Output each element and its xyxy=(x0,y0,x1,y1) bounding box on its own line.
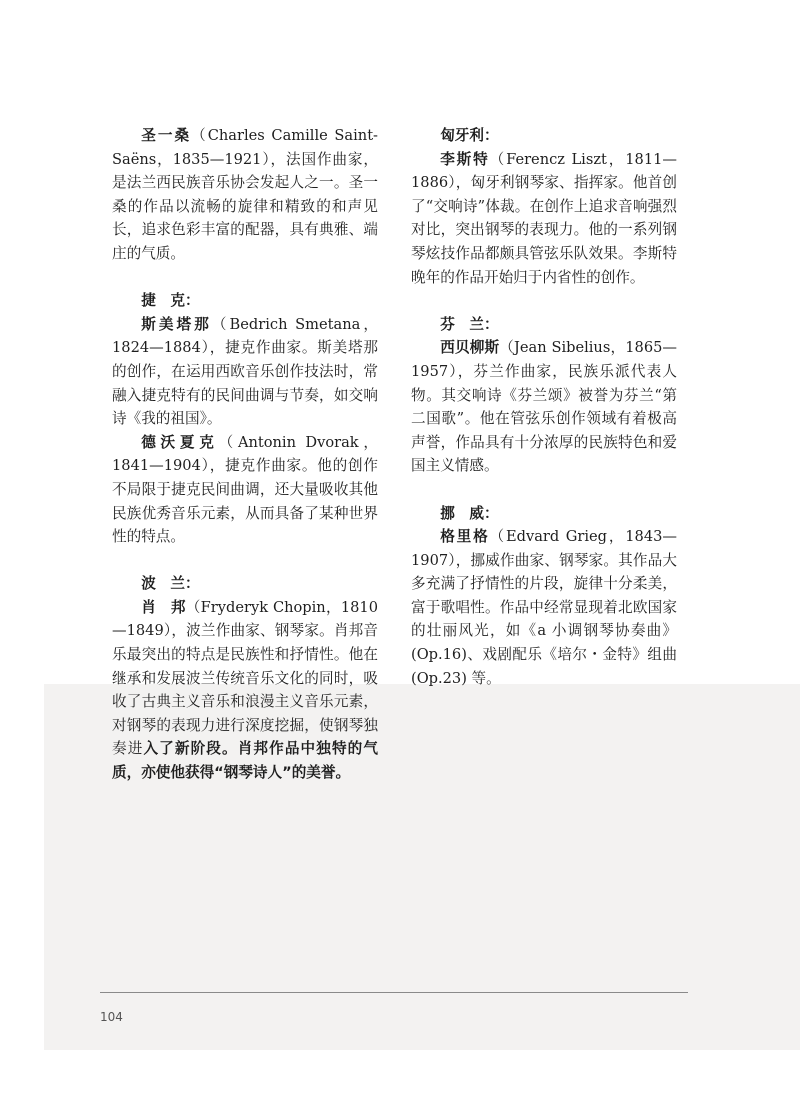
country-heading-norway: 挪 威： xyxy=(440,504,499,522)
composer-description: （Fryderyk Chopin，1810—1849），波兰作曲家、钢琴家。肖邦音乐最突出的特点是民族性和抒情性。他在继承和发展波兰传统音乐文化的同时，吸收了古典主义音乐和浪漫主义音乐元素，对钢琴的表现力进行深度挖掘，使钢琴独奏进 xyxy=(112,598,378,758)
composer-description: （Ferencz Liszt，1811—1886），匈牙利钢琴家、指挥家。他首创了“交响诗”体裁。在创作上追求音响强烈对比，突出钢琴的表现力。他的一系列钢琴炫技作品都颇具管弦乐队效果。李斯特晚年的作品开始归于内省性的创作。 xyxy=(411,150,677,286)
section-gap xyxy=(411,289,677,313)
country-heading-hungary: 匈牙利： xyxy=(440,127,499,144)
footer-divider xyxy=(100,992,688,993)
composer-name: 圣一桑 xyxy=(141,127,192,144)
section-gap xyxy=(112,549,378,573)
composer-description: （Edvard Grieg，1843—1907），挪威作曲家、钢琴家。其作品大多充满了抒情性的片段，旋律十分柔美，富于歌唱性。作品中经常显现着北欧国家的壮丽风光，如《a 小调钢琴协奏曲》(Op.16)、戏剧配乐《培尔・金特》组曲 (Op.23) 等。 xyxy=(411,528,677,687)
composer-description-bold: 入了新阶段。肖邦作品中独特的气质，亦使他获得“钢琴诗人”的美誉。 xyxy=(112,740,378,782)
entry-sibelius xyxy=(411,336,677,478)
composer-description: （Charles Camille Saint-Saëns，1835—1921），法国作曲家，是法兰西民族音乐协会发起人之一。圣一桑的作品以流畅的旋律和精致的和声见长，追求色彩丰富的配器，具有典雅、端庄的气质。 xyxy=(112,127,378,262)
entry-dvorak xyxy=(112,431,378,549)
country-heading-finland: 芬 兰： xyxy=(440,315,499,333)
section-gap xyxy=(112,266,378,290)
entry-grieg xyxy=(411,525,677,690)
country-heading-poland: 波 兰： xyxy=(141,575,200,593)
composer-name: 李斯特 xyxy=(440,150,490,168)
page-number: 104 xyxy=(100,1010,123,1024)
country-heading-czech: 捷 克： xyxy=(141,292,200,310)
composer-name: 格里格 xyxy=(440,528,490,546)
entry-liszt xyxy=(411,148,677,290)
composer-name: 斯美塔那 xyxy=(141,315,212,333)
section-gap xyxy=(411,478,677,502)
entry-smetana xyxy=(112,313,378,431)
composer-name: 肖 邦 xyxy=(141,598,186,616)
entry-chopin xyxy=(112,596,378,785)
composer-description: （Antonin Dvorak，1841—1904），捷克作曲家。他的创作不局限于捷克民间曲调，还大量吸收其他民族优秀音乐元素，从而具备了某种世界性的特点。 xyxy=(112,433,378,546)
entry-saint-saens xyxy=(112,124,378,266)
composer-name: 德沃夏克 xyxy=(141,433,219,451)
left-column xyxy=(112,124,378,785)
right-column xyxy=(411,124,677,690)
composer-description: （Jean Sibelius，1865—1957），芬兰作曲家，民族乐派代表人物。其交响诗《芬兰颂》被誉为芬兰“第二国歌”。他在管弦乐创作领域有着极高声誉，作品具有十分浓厚的民族特色和爱国主义情感。 xyxy=(411,339,677,475)
composer-name: 西贝柳斯 xyxy=(440,339,500,357)
composer-description: （Bedrich Smetana，1824—1884），捷克作曲家。斯美塔那的创作，在运用西欧音乐创作技法时，常融入捷克特有的民间曲调与节奏，如交响诗《我的祖国》。 xyxy=(112,315,378,428)
